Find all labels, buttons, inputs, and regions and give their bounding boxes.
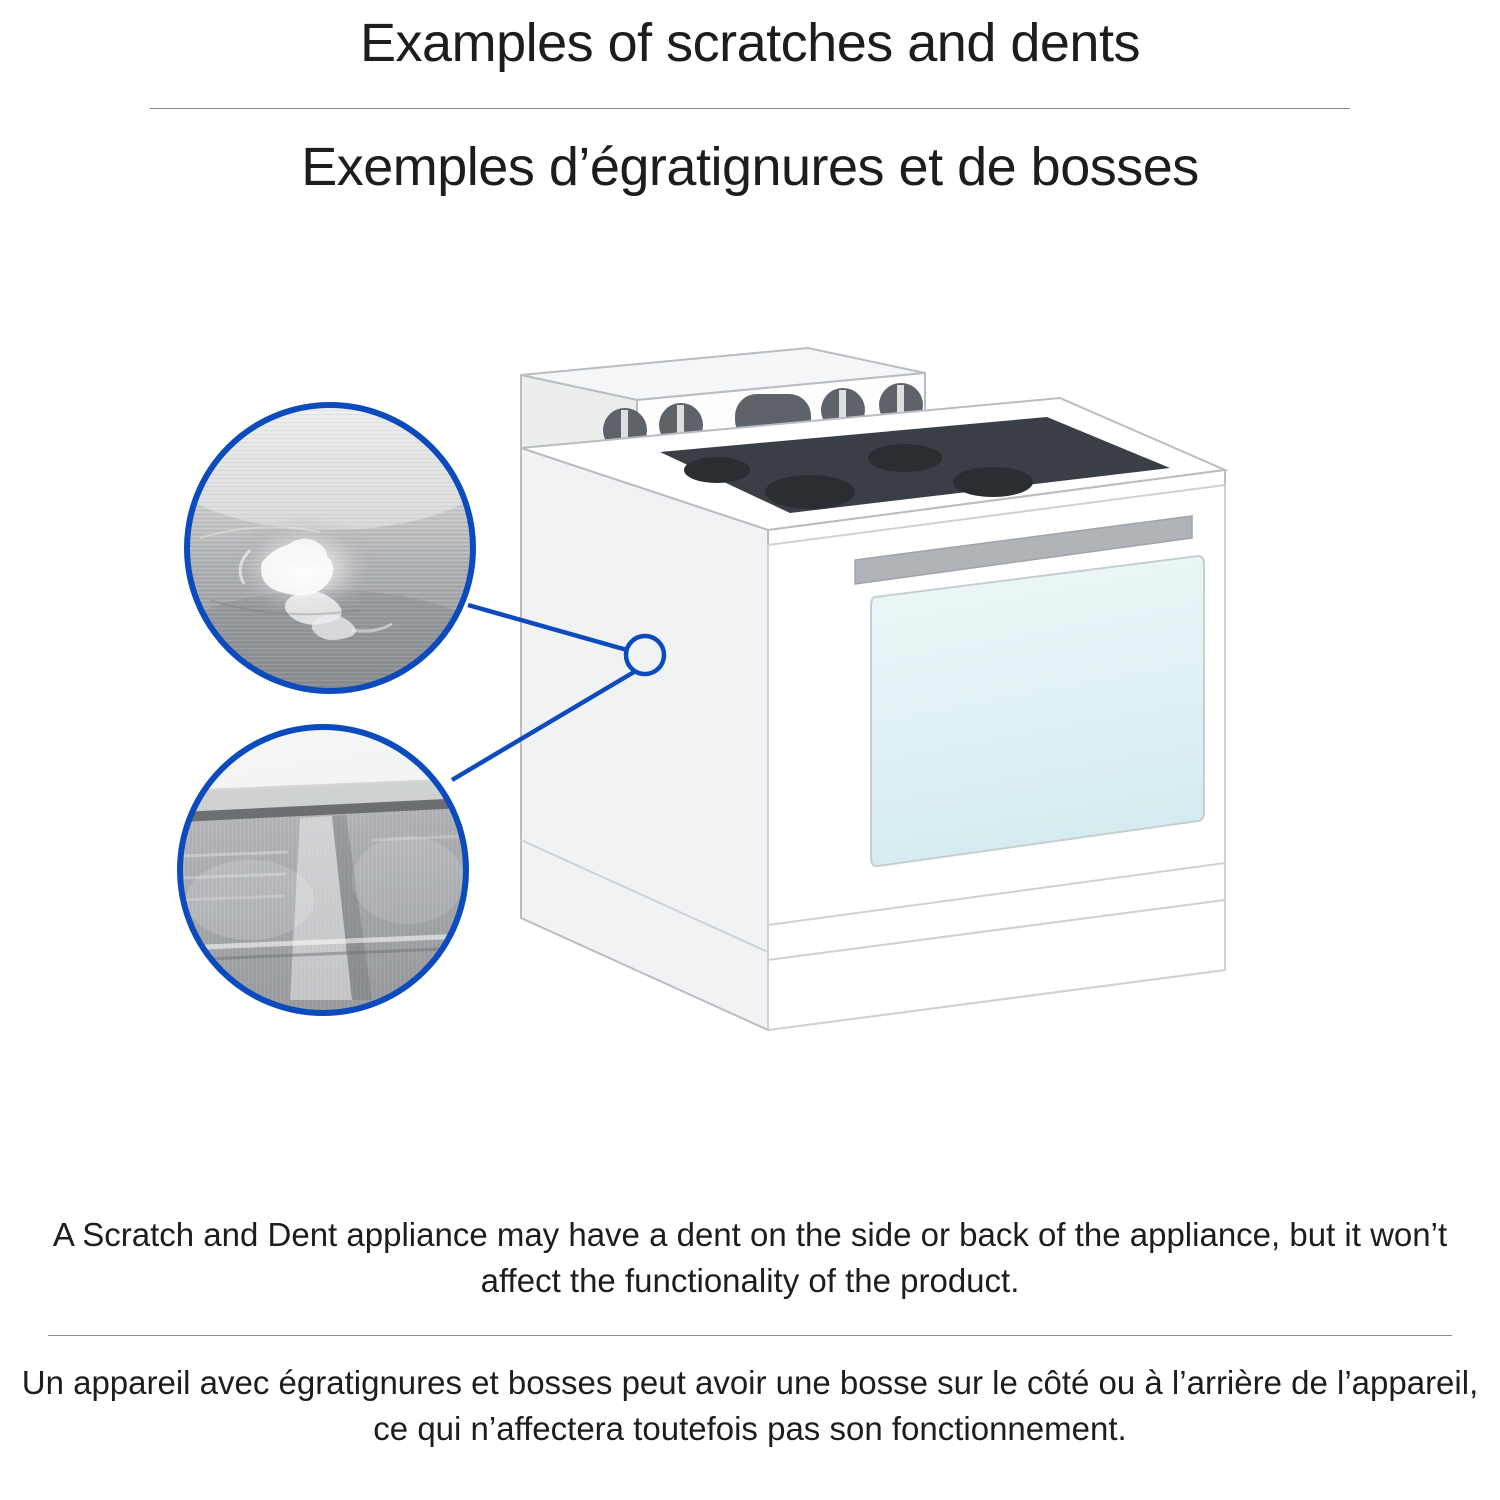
burner-front-left [765, 475, 855, 509]
caption-fr: Un appareil avec égratignures et bosses peut avoir une bosse sur le côté ou à l’arrière de l’appareil, ce qui n’affectera toutefois pas son fonctionnement. [21, 1364, 1479, 1447]
appliance-illustration [0, 300, 1500, 1160]
burner-rear-right [868, 444, 942, 472]
dent-closeup-callout [140, 390, 520, 750]
appliance-left-side-panel [521, 448, 768, 1030]
page-title-fr: Exemples d’égratignures et de bosses [301, 137, 1199, 197]
page-title-en: Examples of scratches and dents [360, 13, 1140, 73]
caption-en: A Scratch and Dent appliance may have a dent on the side or back of the appliance, but it won’t affect the functionality of the product. [52, 1216, 1448, 1299]
burner-rear-left [684, 457, 750, 483]
range-appliance [521, 348, 1225, 1030]
scratch-closeup-callout [180, 727, 466, 1013]
divider-bottom [48, 1335, 1452, 1336]
divider-top [150, 108, 1350, 109]
oven-window-glass [871, 556, 1204, 866]
burner-front-right [953, 467, 1033, 497]
